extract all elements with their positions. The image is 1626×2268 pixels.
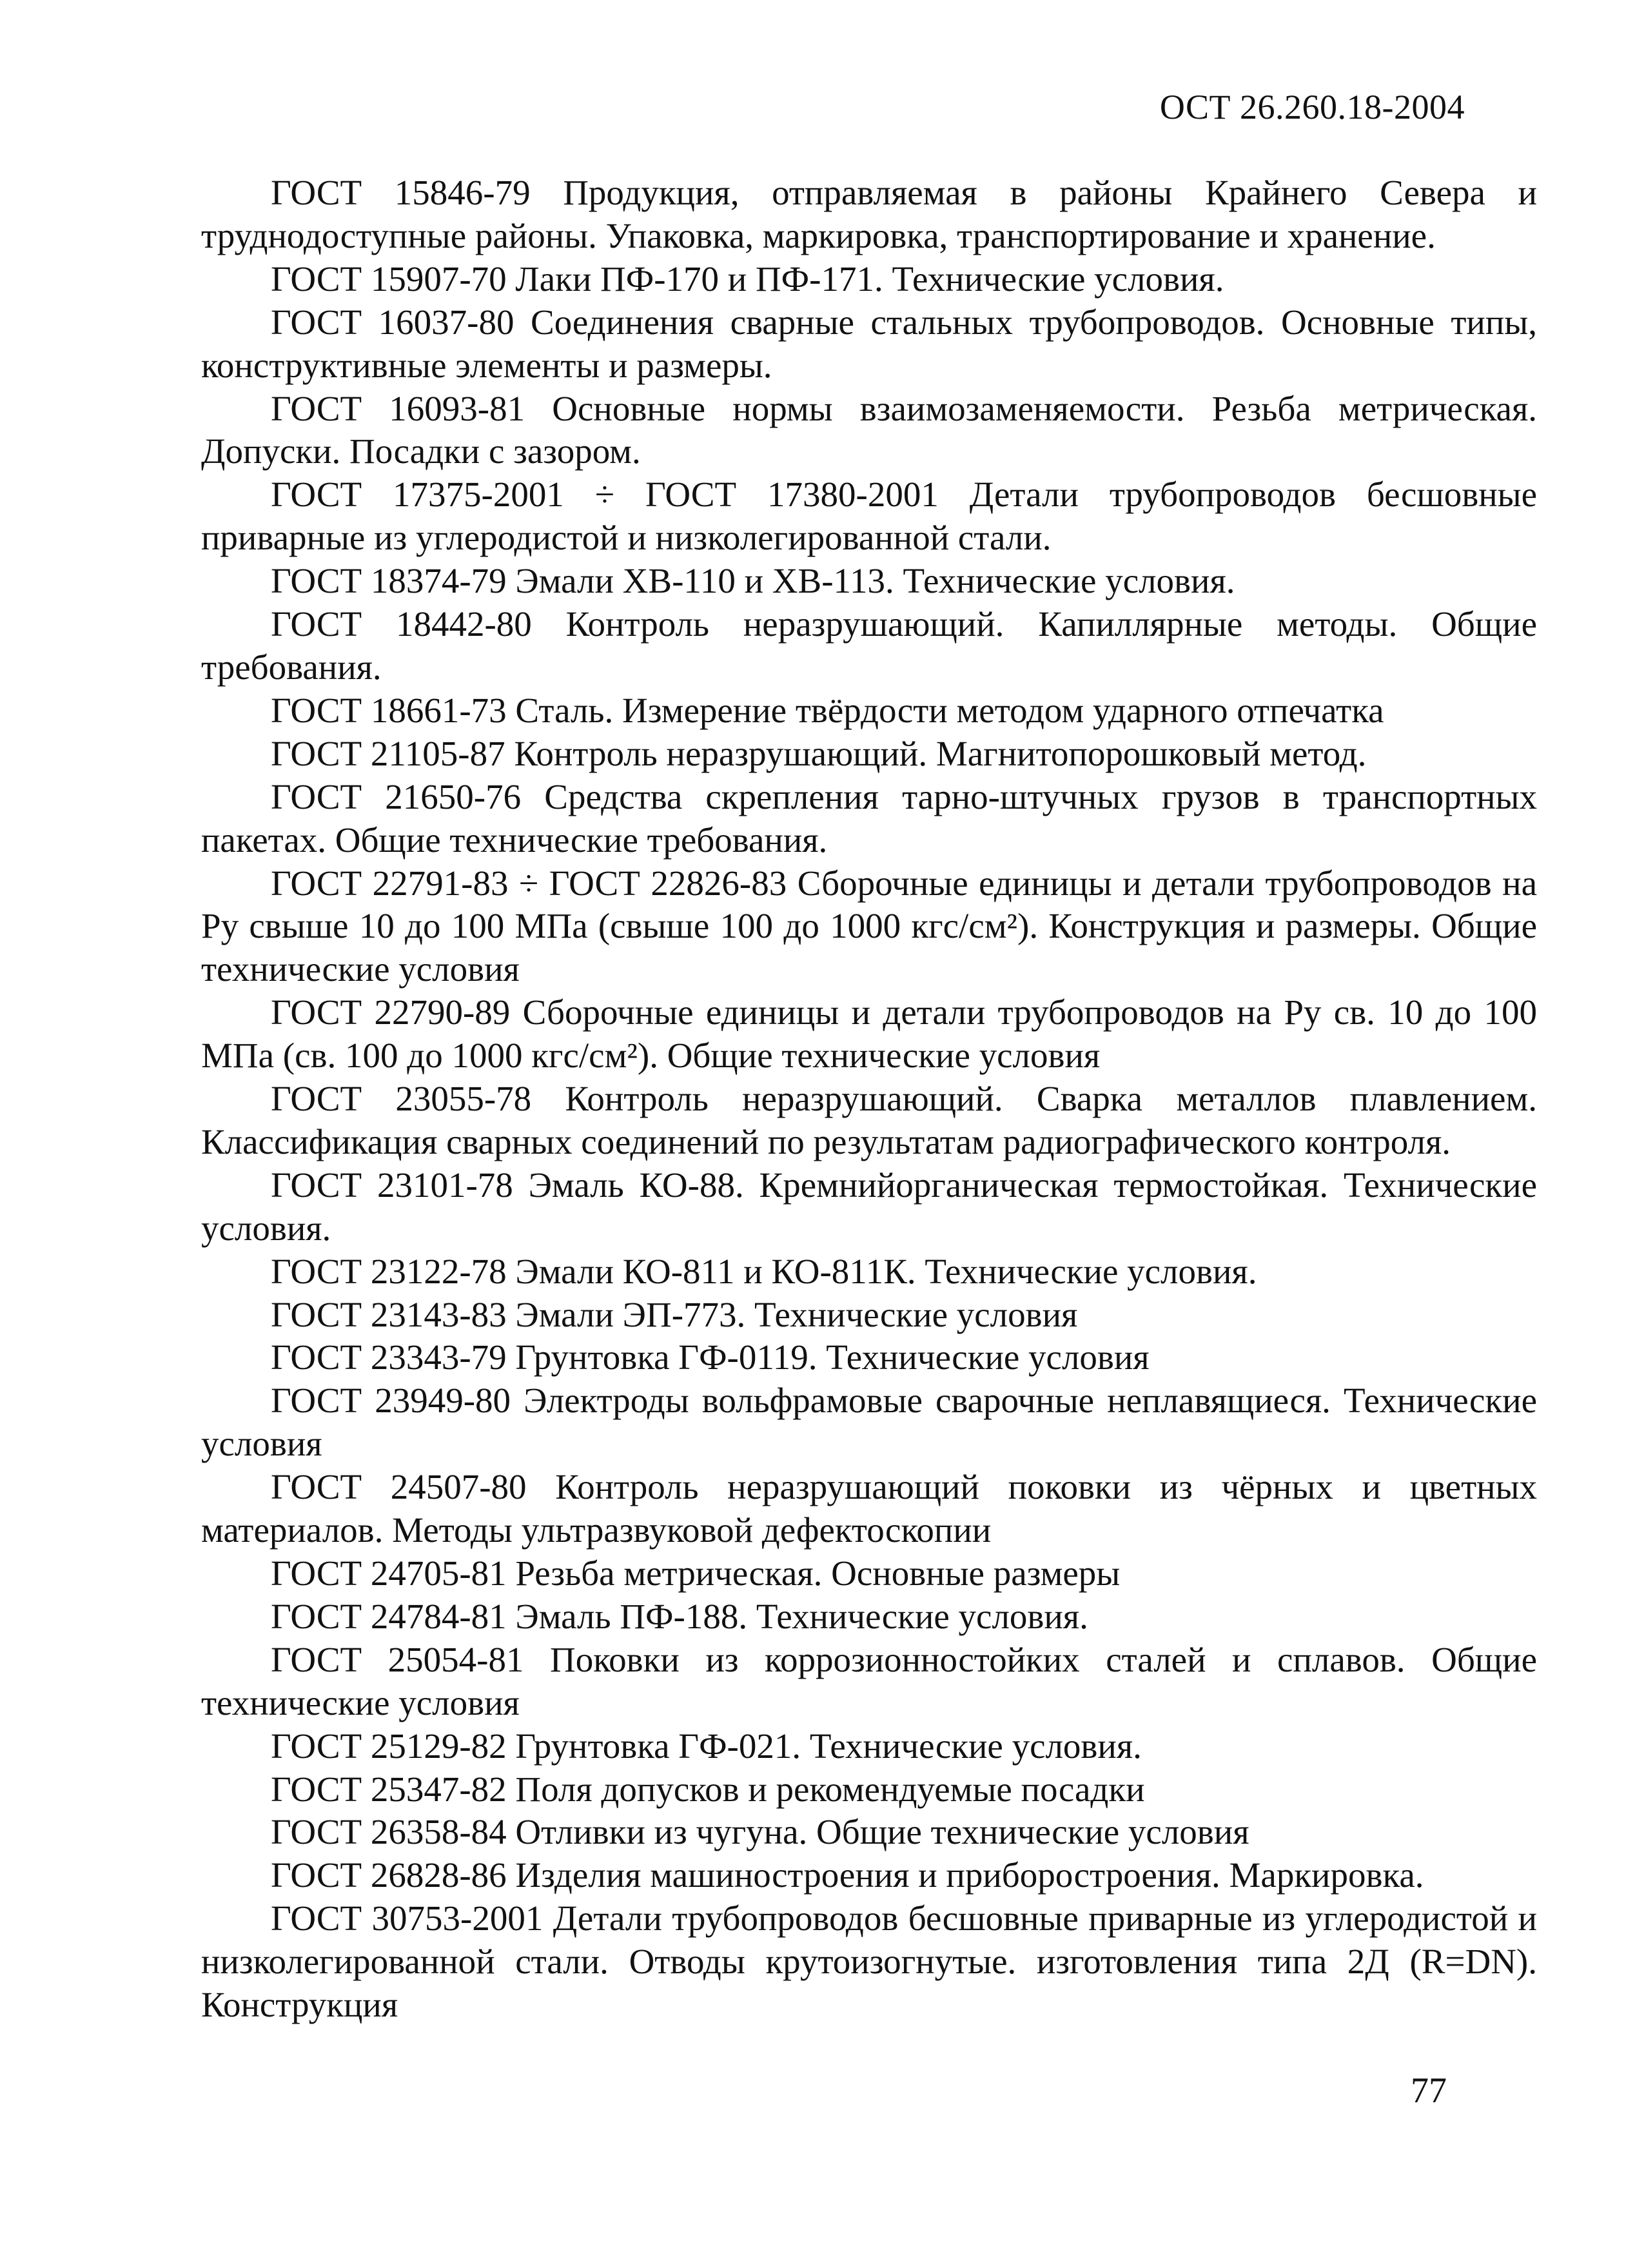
reference-entry: ГОСТ 23055-78 Контроль неразрушающий. Сварка металлов плавлением. Классификация сварных соединений по результатам радиографического контроля. [201,1079,1537,1161]
reference-entry: ГОСТ 30753-2001 Детали трубопроводов бесшовные приварные из углеродистой и низколегированной стали. Отводы крутоизогнутые. изготовления типа 2Д (R=DN). Конструкция [201,1898,1537,2025]
reference-entry: ГОСТ 15907-70 Лаки ПФ-170 и ПФ-171. Технические условия. [271,259,1224,299]
reference-entry: ГОСТ 15846-79 Продукция, отправляемая в районы Крайнего Севера и труднодоступные районы. Упаковка, маркировка, транспортирование и хранение. [201,173,1537,255]
reference-entry: ГОСТ 26828-86 Изделия машиностроения и приборостроения. Маркировка. [271,1855,1424,1895]
reference-entry: ГОСТ 24507-80 Контроль неразрушающий поковки из чёрных и цветных материалов. Методы ультразвуковой дефектоскопии [201,1467,1537,1550]
standards-reference-list [201,172,1537,2027]
reference-entry: ГОСТ 18374-79 Эмали ХВ-110 и ХВ-113. Технические условия. [271,561,1235,601]
reference-entry: ГОСТ 21105-87 Контроль неразрушающий. Магнитопорошковый метод. [271,733,1367,773]
reference-entry: ГОСТ 22790-89 Сборочные единицы и детали трубопроводов на Ру св. 10 до 100 МПа (св. 100 до 1000 кгс/см²). Общие технические условия [201,992,1537,1076]
reference-entry: ГОСТ 24784-81 Эмаль ПФ-188. Технические условия. [271,1596,1088,1636]
reference-entry: ГОСТ 21650-76 Средства скрепления тарно-штучных грузов в транспортных пакетах. Общие технические требования. [201,776,1537,860]
reference-entry: ГОСТ 16093-81 Основные нормы взаимозаменяемости. Резьба метрическая. Допуски. Посадки с зазором. [201,388,1537,471]
reference-entry: ГОСТ 23122-78 Эмали КО-811 и КО-811К. Технические условия. [271,1251,1257,1291]
reference-entry: ГОСТ 16037-80 Соединения сварные стальных трубопроводов. Основные типы, конструктивные элементы и размеры. [201,302,1537,385]
reference-entry: ГОСТ 17375-2001 ÷ ГОСТ 17380-2001 Детали трубопроводов бесшовные приварные из углеродистой и низколегированной стали. [201,475,1537,558]
reference-entry: ГОСТ 25129-82 Грунтовка ГФ-021. Технические условия. [271,1726,1142,1766]
reference-entry: ГОСТ 24705-81 Резьба метрическая. Основные размеры [271,1553,1121,1593]
reference-entry: ГОСТ 22791-83 ÷ ГОСТ 22826-83 Сборочные единицы и детали трубопроводов на Ру свыше 10 до 100 МПа (свыше 100 до 1000 кгс/см²). Конструкция и размеры. Общие технические условия [201,863,1537,989]
reference-entry: ГОСТ 26358-84 Отливки из чугуна. Общие технические условия [271,1812,1249,1852]
reference-entry: ГОСТ 23949-80 Электроды вольфрамовые сварочные неплавящиеся. Технические условия [201,1381,1537,1464]
reference-entry: ГОСТ 25347-82 Поля допусков и рекомендуемые посадки [271,1769,1145,1809]
reference-entry: ГОСТ 23143-83 Эмали ЭП-773. Технические условия [271,1294,1078,1334]
page-number: 77 [1411,2071,1447,2111]
reference-entry: ГОСТ 18442-80 Контроль неразрушающий. Капиллярные методы. Общие требования. [201,604,1537,687]
document-code-header: ОСТ 26.260.18-2004 [1159,88,1465,126]
reference-entry: ГОСТ 23343-79 Грунтовка ГФ-0119. Технические условия [271,1337,1150,1377]
reference-entry: ГОСТ 23101-78 Эмаль КО-88. Кремнийорганическая термостойкая. Технические условия. [201,1165,1537,1248]
reference-entry: ГОСТ 18661-73 Сталь. Измерение твёрдости методом ударного отпечатка [271,690,1384,730]
reference-entry: ГОСТ 25054-81 Поковки из коррозионностойких сталей и сплавов. Общие технические условия [201,1639,1537,1722]
